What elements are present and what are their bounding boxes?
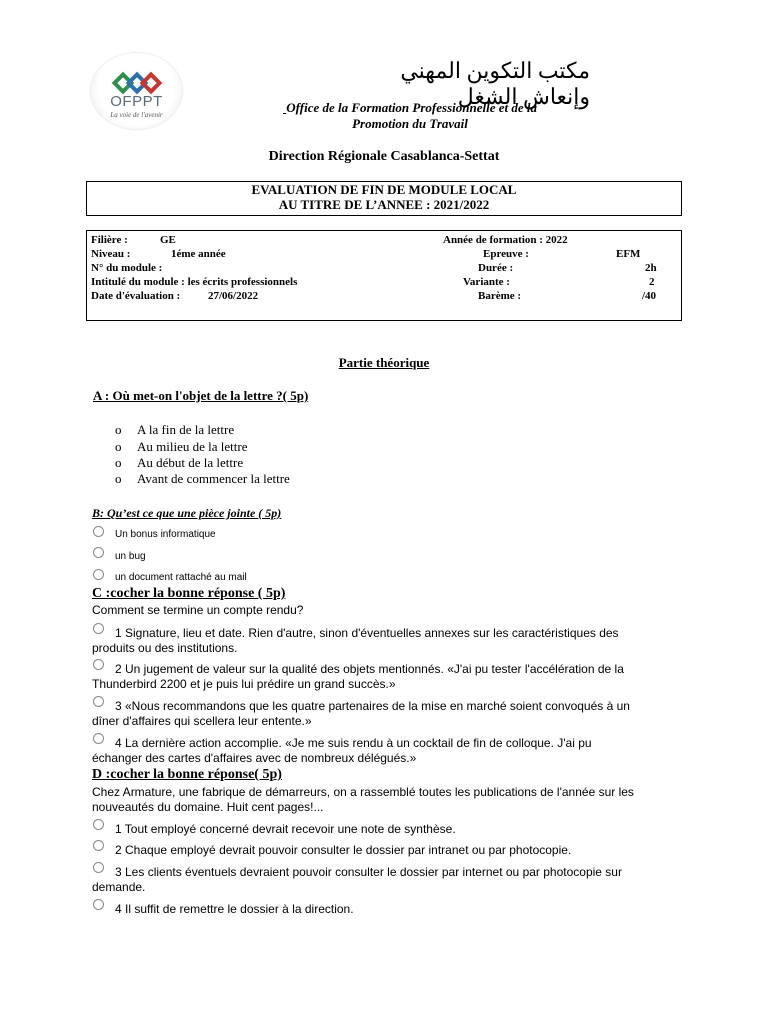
bullet: o: [115, 422, 122, 437]
question-d-title: D :cocher la bonne réponse( 5p): [92, 767, 282, 782]
niveau-label: Niveau :: [91, 248, 131, 260]
option-text: Au début de la lettre: [137, 455, 244, 470]
question-c-option: [92, 626, 662, 656]
filiere-label: Filière :: [91, 234, 128, 246]
option-line: 3 Les clients éventuels devraient pouvoir consulter le dossier par internet ou par photocopie sur: [115, 865, 622, 879]
question-b-option: un bug: [115, 551, 146, 562]
question-c-option: [92, 699, 662, 729]
option-line: produits ou des institutions.: [92, 641, 238, 655]
question-d-option: [92, 865, 692, 895]
logo-tagline: La voie de l'avenir: [110, 111, 163, 119]
office-name: [240, 100, 580, 132]
bareme-label: Barème :: [478, 290, 522, 302]
question-c-prompt: Comment se termine un compte rendu?: [92, 603, 304, 617]
question-a-title: A : Où met-on l'objet de la lettre ?( 5p): [93, 388, 309, 403]
direction-title: Direction Régionale Casablanca-Settat: [268, 149, 500, 164]
office-line-1: Office de la Formation Professionnelle et de la: [286, 100, 537, 115]
niveau-value: 1éme année: [171, 248, 226, 260]
option-text: Au milieu de la lettre: [137, 439, 248, 454]
question-a-option: [115, 455, 243, 471]
question-a-option: [115, 439, 247, 455]
evaluation-title-line-1: EVALUATION DE FIN DE MODULE LOCAL: [251, 182, 517, 197]
duree-value: 2h: [645, 262, 657, 274]
radio-button[interactable]: [93, 547, 104, 558]
question-c-option: [92, 736, 662, 766]
option-line: 1 Signature, lieu et date. Rien d'autre, sinon d'éventuelles annexes sur les caractéristiques des: [115, 626, 619, 640]
epreuve-label: Epreuve :: [483, 248, 529, 260]
variante-value: 2: [649, 276, 655, 288]
option-text: A la fin de la lettre: [137, 422, 235, 437]
date-label: Date d'évaluation :: [91, 290, 181, 302]
option-text: Avant de commencer la lettre: [137, 471, 290, 486]
question-a-option: [115, 422, 234, 438]
section-title: [0, 355, 768, 371]
question-c-title: C :cocher la bonne réponse ( 5p): [92, 586, 286, 601]
question-b-title: B: Qu’est ce que une pièce jointe ( 5p): [92, 506, 282, 520]
prompt-line: nouveautés du domaine. Huit cent pages!...: [92, 800, 324, 814]
question-c-option: [92, 662, 662, 692]
option-line: Thunderbird 2200 et je puis lui prédire un grand succès.»: [92, 677, 396, 691]
option-line: 2 Un jugement de valeur sur la qualité des objets mentionnés. «J'ai pu tester l'accélération de la: [115, 662, 624, 676]
question-b-option: Un bonus informatique: [115, 529, 216, 540]
option-line: échanger des cartes d'affaires avec de nombreux délégués.»: [92, 751, 417, 765]
question-a-option: [115, 471, 290, 487]
annee-formation: Année de formation : 2022: [443, 234, 568, 246]
option-line: 4 Il suffit de remettre le dossier à la direction.: [115, 902, 354, 916]
office-line-2: Promotion du Travail: [352, 116, 468, 131]
arabic-title: مكتب التكوين المهني وإنعاش الشغل: [400, 58, 590, 109]
duree-label: Durée :: [478, 262, 514, 274]
option-line: 2 Chaque employé devrait pouvoir consulter le dossier par intranet ou par photocopie.: [115, 843, 572, 857]
radio-button[interactable]: [93, 569, 104, 580]
radio-button[interactable]: [93, 526, 104, 537]
variante-label: Variante :: [463, 276, 510, 288]
bareme-value: /40: [642, 290, 657, 302]
option-line: demande.: [92, 880, 146, 894]
option-line: 4 La dernière action accomplie. «Je me suis rendu à un cocktail de fin de colloque. J'ai pu: [115, 736, 592, 750]
question-b-option: un document rattaché au mail: [115, 572, 247, 583]
question-d-prompt: [92, 785, 692, 815]
section-title-text: Partie théorique: [338, 355, 430, 370]
epreuve-value: EFM: [616, 248, 641, 260]
filiere-value: GE: [160, 234, 176, 246]
module-title: Intitulé du module : les écrits professionnels: [91, 276, 298, 288]
question-d-option: [92, 822, 692, 837]
module-number-label: N° du module :: [91, 262, 163, 274]
bullet: o: [115, 455, 122, 470]
bullet: o: [115, 471, 122, 486]
question-d-option: [92, 843, 692, 858]
option-line: 1 Tout employé concerné devrait recevoir une note de synthèse.: [115, 822, 456, 836]
question-d-option: [92, 902, 692, 917]
logo-text: OFPPT: [110, 93, 163, 110]
option-line: dîner d'affaires qui scellera leur entente.»: [92, 714, 312, 728]
bullet: o: [115, 439, 122, 454]
prompt-line: Chez Armature, une fabrique de démarreurs, on a rassemblé toutes les publications de l'année sur les: [92, 785, 634, 799]
evaluation-title-box: [86, 181, 682, 216]
exam-info-box: [86, 230, 682, 321]
evaluation-title-line-2: AU TITRE DE L’ANNEE : 2021/2022: [278, 197, 490, 212]
option-line: 3 «Nous recommandons que les quatre partenaires de la mise en marché soient convoqués à un: [115, 699, 630, 713]
date-value: 27/06/2022: [208, 290, 259, 302]
